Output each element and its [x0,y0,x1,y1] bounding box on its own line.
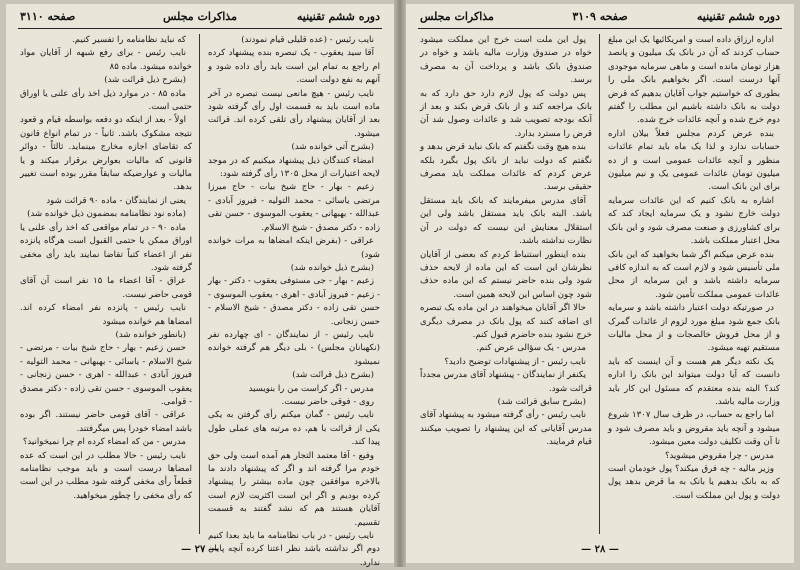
book-gutter [394,0,406,567]
paragraph: نایب رئیس - رأی گرفته میشود به پیشنهاد آقای مدرس آقایانی که این پیشنهاد را تصویب میکنند قیام فرمایند. [420,410,592,448]
left-page-column-right [208,34,380,568]
paragraph: عراقی - (بفرض اینکه امضاها به مرات خوانده شود) [208,236,380,260]
header-rule [418,28,782,29]
paragraph: عراقی - آقای قومی حاضر نیستند. اگر بوده باشد امضاء خودرا پس میگرفتند. [20,410,192,434]
paragraph: زعیم - بهار - جی مستوفی یعقوب - دکتر - بهار - زعیم - فیروز آبادی - اهری - یعقوب الموسوی - حسن تقی زاده - دکتر مصدق - شیخ الاسلام - حسن زنجانی. [208,276,380,327]
paragraph: نایب رئیس - برای رفع شبهه از آقایان مواد خوانده میشود. ماده ۸۵ [20,48,192,72]
paragraph: وزیر مالیه - چه فرق میکند؟ پول خودمان است که به بانک بدهیم یا بانک به ما قرض بدهد پول دولت و پول این مملکت است. [608,464,780,501]
paragraph: (بانطور خوانده شد) [115,329,186,340]
paragraph: نایب رئیس - در باب نظامنامه ما باید بعدا کنیم دوم اگر نداشته باشد نظر اعتنا کرده آنچه پایان ندارد. [208,531,380,568]
paragraph: یک نکته دیگر هم هست و آن اینست که باید دانست که آیا دولت میتواند این بانک را اداره کند؟ البته بنده معتقدم که مسئول این کار باید وزارت مالیه باشد. [608,356,780,407]
left-header-session: دوره ششم تقنينيه [296,10,380,23]
paragraph: یکنفر از نمایندگان - پیشنهاد آقای مدرس مجدداً قرائت شود. [419,370,592,394]
paragraph: مدرس - یک سؤالی عرض کنم. [476,343,586,354]
column-divider [199,34,200,534]
paragraph: بنده عرض میکنم اگر شما بخواهید که این بانک ملی تأسیس شود و لازم است که به اندازه کافی سرمایه داشته باشد و این سرمایه از محل عائدات عمومی مملکت تأمین شود. [608,249,780,300]
paragraph: اولاً - بعد از اینکه دو دفعه بواسطه قیام و قعود نتیجه مشکوک باشد. ثانیاً - در تمام انواع قانون که تقاضای اجازه مخارج مینماید. ثالثاً - دوائر قانونی که مالیات بعوارض برقرار میکند و یا مالیات و عوارضیکه سابقاً مقرر بوده است تغییر بدهد. [20,115,192,193]
right-page-number: — ۲۸ — [581,544,619,555]
paragraph: زعیم - بهار - حاج شیخ بیات - حاج میرزا مرتضی یاسائی - محمد التولیه - فیروز آبادی - عبدالله - بهبهانی - یعقوب الموسوی - حسن تقی زاده - دکتر مصدق - شیخ الاسلام. [208,182,380,233]
paragraph: (بشرح ذیل قرائت شد) [104,75,186,86]
column-divider [599,34,600,534]
left-header-title: مذاكرات مجلس [163,10,237,23]
paragraph: (بشرح آتی خوانده شد) [291,142,374,153]
paragraph: حسن زعیم - بهار - حاج شیخ بیات - مرتضی - شیخ الاسلام - یاسائی - بهبهانی - محمد التولیه - فیروز آبادی - عبدالله - اهری - حسن زنجانی - یعقوب الموسوی - حسن تقی زاده - دکتر مصدق - قوامی. [20,343,192,407]
paragraph: (بشرح ذیل قرائت شد) [292,370,374,381]
left-page-number: — ۲۷ — [181,544,219,555]
header-rule [18,28,382,29]
left-page-header [20,10,380,26]
right-page [406,4,794,563]
paragraph: (ماده نود نظامنامه بمضمون ذیل خوانده شد) [27,209,186,220]
right-page-header [420,10,780,26]
paragraph: حالا اگر آقایان میخواهند در این ماده یک تبصره ای اضافه کنند که پول بانک در مصرف دیگری خرج نشود بنده حاضرم قبول کنم. [420,303,592,340]
paragraph: بنده عرض کردم مجلس فعلاً بیلان اداره حسابات ندارد و لذا یک ماه باید تمام عائدات منظور و آنچه عائدات عمومی است و از ده میلیون تومان عائدات عمومی یک و نیم میلیون برای این بانک است. [608,128,780,193]
paragraph: وفیع - آقا معتمد التجار هم آمده است ولی حق خودم مرا گرفته اند و اگر که پیشنهاد دادند ما بالاخره موافقین چون ماده بیشتر را پیشنهاد کرده بودیم و اگر این است اکثریت لازم است آقایان هستند هم که نشد گفتند به قسمت تقسیم. [208,450,380,528]
paragraph: یعنی از نمایندگان - ماده ۹۰ قرائت شود [46,195,186,206]
paragraph: اما راجع به حساب، در ظرف سال ۱۳۰۷ شروع میشود و آنچه باید مقروض و باید مصرف شود و تا آن وقت تکلیف دولت معین میشود. [608,410,780,448]
right-header-title: مذاكرات مجلس [420,10,494,23]
paragraph: مدرس - اگر کراست من را بنویسید [248,383,374,394]
paragraph: پس دولت که پول لازم دارد حق دارد که به بانک مراجعه کند و از بانک قرض بکند و بعد از آنکه بودجه تصویب شد و عائدات وصول شد آن قرض را مسترد بدارد. [420,88,592,139]
left-page [6,4,394,568]
paragraph: امضاء کنندگان ذیل پیشنهاد میکنیم که در موجد لایحه اعتبارات از محل ۱۳۰۵ رأی گرفته شود: [208,155,380,180]
paragraph: عراق - آقا اعضاء ما ۱۵ نفر است آن آقای قومی حاضر نیست. [20,276,192,300]
right-page-column-left [420,34,592,534]
paragraph: نایب رئیس - حالا مطلب در این است که عده امضاها درست است و باید موجب نظامنامه قطعاً رأی مخفی گرفته شود مطلب در این است که رأی مخفی را چطور میخواهید. [20,450,192,501]
paragraph: (بشرح ذیل خوانده شد) [290,262,374,273]
right-header-page: صفحه ٣١٠٩ [572,10,628,23]
paragraph: نایب رئیس - از پیشنهادات توضیح دادید؟ [444,356,586,367]
paragraph: نایب رئیس - از نمایندگان - ای چهارده نفر (نکهبانان مجلس) - بلی دیگر هم گرفته خوانده نمیشود [208,329,380,367]
paragraph: اشاره به بانک کنیم که این عائدات سرمایه دولت خارج نشود و یک سرمایه ایجاد کند که برای کشاورزی و صنعت مصرف شود و این بانک محل اعتبار مملکت باشد. [608,195,780,247]
paragraph: پول این ملت است خرج این مملکت میشود خواه در صندوق وزارت مالیه باشد و خواه در صندوق بانک باشد و پرداخت آن به مصرف برسد. [420,35,592,86]
paragraph: آقای مدرس میفرمایند که بانک باید مستقل باشد. البته بانک باید مستقل باشد ولی این استقلال معنایش این نیست که دولت در آن نظارت نداشته باشد. [420,195,592,247]
paragraph: نایب رئیس - (عده قلیلی قیام نمودند) [241,35,374,45]
right-page-column-right [608,34,780,534]
left-header-page: صفحه ٣١١٠ [20,10,76,23]
paragraph: نایب رئیس - پانزده نفر امضاء کرده اند. امضاها هم خوانده میشود [20,303,192,327]
paragraph: اداره ارزاق داده است و امریکائیها یک این مبلغ حساب کردند که آن در بانک یک میلیون و پانصد هزار تومان مانده است و ماهی سرمایه موجودی آنها درست است. اگر بخواهیم بانک ملی را بطوری که خواستیم جواب آقایان بدهیم که قرض دولت به بانک داشته باشیم این مطلب را گفتم دوم خرج شده و آنچه عائدات خرج شده. [608,35,780,126]
paragraph: ماده ۸۵ - در موارد ذیل اخذ رأی علنی یا اوراق حتمی است. [20,88,192,113]
paragraph: بنده اینطور استنباط کردم که بعضی از آقایان نظرشان این است که این ماده از لایحه حذف شود ولی بنده حاضر نیستم که این ماده حذف شود چون اساس این لایحه همین است. [420,249,592,300]
paragraph: ماده ۹۰ - در تمام مواقعی که اخذ رأی علنی یا اوراق ممکن یا حتمی القبول است هرگاه پانزده نفر از اعضاء کتباً تقاضا نمایند باید رأی مخفی گرفته شود. [20,222,192,273]
paragraph: نایب رئیس - گمان میکنم رأی گرفتن به یکی یکی از قرائت با هم، ده مرتبه های عملی طول پیدا کند. [208,410,380,448]
paragraph: روی - فوقی حاضر نیست. [281,396,374,407]
paragraph: بنده هیچ وقت نگفتم که بانک نباید قرض بدهد و نگفتم که دولت نباید از بانک پول بگیرد بلکه عرض کردم که عائدات مملکت باید مصرف حقیقی برسد. [420,142,592,193]
paragraph: آقا سید یعقوب - یک تبصره بنده پیشنهاد کرده ام راجع به تمام این است باید رأی داده شود و آنهم به نفع دولت است. [208,48,380,86]
paragraph: (بشرح سابق قرائت شد) [497,396,586,407]
right-header-session: دوره ششم تقنينيه [696,10,780,23]
paragraph: مدرس - چرا مقروض میشوید؟ [664,450,774,461]
paragraph: نایب رئیس - هیچ مانعی نیست تبصره در آخر ماده است باید به قسمت اول رأی گرفته شود بعد از آقایان پیشنهاد رأی تلقی کرده اند. قرائت میشود. [208,88,380,139]
paragraph: که نباید نظامنامه را تفسیر کنیم. [72,35,186,45]
paragraph: مدرس - من که امضاء کرده ام چرا نمیخوانید؟ [22,437,186,448]
left-page-column-left [20,34,192,534]
paragraph: در صورتیکه دولت اعتبار داشته باشد و سرمایه بانک جمع شود مبلغ مورد لزوم از عائدات گمرک و از محل فروش خالصجات و از محل مالیات مستقیم تهیه میشود. [608,303,780,354]
